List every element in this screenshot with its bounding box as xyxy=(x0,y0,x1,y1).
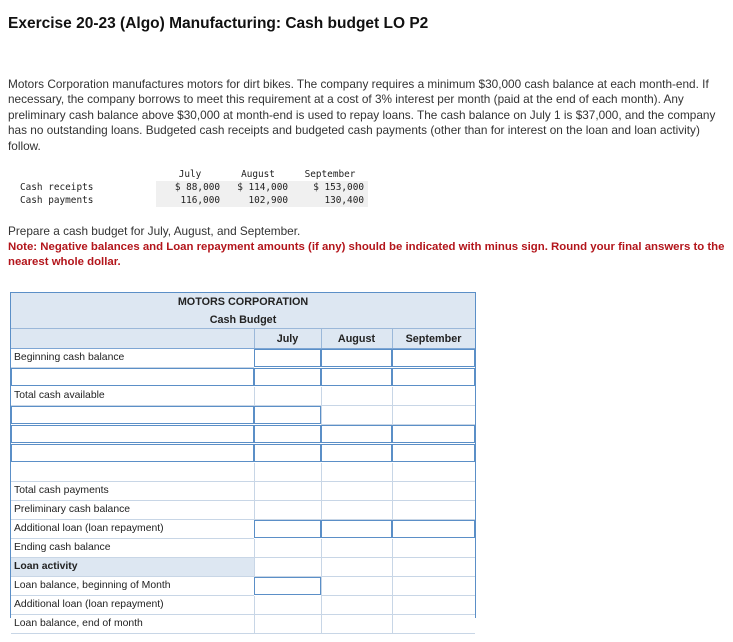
empty-cell xyxy=(321,387,392,406)
row-label: Loan balance, beginning of Month xyxy=(11,577,254,596)
amount-input[interactable] xyxy=(321,368,392,386)
row-label: Additional loan (loan repayment) xyxy=(11,596,254,615)
row-label: Total cash available xyxy=(11,387,254,406)
empty-cell xyxy=(321,482,392,501)
empty-cell xyxy=(254,463,321,482)
exercise-title: Exercise 20-23 (Algo) Manufacturing: Cash budget LO P2 xyxy=(8,15,429,32)
column-header-september: September xyxy=(405,333,462,345)
given-value: 102,900 xyxy=(224,194,292,207)
empty-cell xyxy=(392,539,475,558)
empty-cell xyxy=(321,577,392,596)
column-header-august: August xyxy=(337,333,376,345)
row-label: Ending cash balance xyxy=(11,539,254,558)
empty-cell xyxy=(392,577,475,596)
problem-description: Motors Corporation manufactures motors for dirt bikes. The company requires a minimum $30,000 cash balance at each month-end. If necessary, the company borrows to meet this requirement at a cost of 3% interest per month (paid at the end of each month). Any preliminary cash balance above $30,000 at month-end is used to repay loans. The cash balance on July 1 is $37,000, and the company has no outstanding loans. Budgeted cash receipts and budgeted cash payments (other than for interest on the loan and loan activity) follow. xyxy=(8,77,716,153)
empty-cell xyxy=(254,482,321,501)
empty-cell xyxy=(321,558,392,577)
empty-cell xyxy=(392,482,475,501)
empty-cell xyxy=(321,615,392,634)
given-header-september: September xyxy=(304,169,356,180)
row-label: Preliminary cash balance xyxy=(11,501,254,520)
amount-input[interactable] xyxy=(392,368,475,386)
amount-input[interactable] xyxy=(321,520,392,538)
given-value: 116,000 xyxy=(156,194,224,207)
empty-cell xyxy=(392,501,475,520)
instruction-note: Note: Negative balances and Loan repayment amounts (if any) should be indicated with minus sign. Round your final answers to the nearest whole dollar. xyxy=(8,241,725,268)
amount-input[interactable] xyxy=(392,444,475,462)
given-header-july: July xyxy=(178,169,202,180)
empty-cell xyxy=(254,615,321,634)
empty-cell xyxy=(254,501,321,520)
amount-input[interactable] xyxy=(321,425,392,443)
empty-cell xyxy=(392,596,475,615)
section-label: Loan activity xyxy=(11,558,254,577)
empty-cell xyxy=(321,501,392,520)
given-row-payments xyxy=(8,194,368,207)
instruction-text: Prepare a cash budget for July, August, and September. xyxy=(8,224,301,238)
given-value: $ 114,000 xyxy=(224,181,292,194)
amount-input[interactable] xyxy=(254,349,321,367)
amount-input[interactable] xyxy=(254,368,321,386)
empty-cell xyxy=(321,463,392,482)
given-value: 130,400 xyxy=(292,194,368,207)
row-label-input[interactable] xyxy=(11,444,254,462)
given-data-table xyxy=(8,168,368,207)
empty-cell xyxy=(254,387,321,406)
amount-input[interactable] xyxy=(254,425,321,443)
amount-input[interactable] xyxy=(254,520,321,538)
amount-input[interactable] xyxy=(254,577,321,595)
row-label: Additional loan (loan repayment) xyxy=(11,520,254,539)
amount-input[interactable] xyxy=(254,444,321,462)
empty-cell xyxy=(321,596,392,615)
row-label: Beginning cash balance xyxy=(11,349,254,368)
amount-input[interactable] xyxy=(321,349,392,367)
given-row-receipts xyxy=(8,181,368,194)
cash-budget-table xyxy=(10,292,476,629)
given-value: $ 88,000 xyxy=(156,181,224,194)
empty-cell xyxy=(321,406,392,425)
empty-cell xyxy=(392,387,475,406)
empty-cell xyxy=(321,539,392,558)
budget-subtitle: Cash Budget xyxy=(209,314,277,326)
row-label xyxy=(11,463,254,482)
amount-input[interactable] xyxy=(392,349,475,367)
given-row-label: Cash payments xyxy=(8,194,156,207)
given-header-august: August xyxy=(241,169,275,180)
empty-cell xyxy=(392,558,475,577)
row-label-input[interactable] xyxy=(11,425,254,443)
row-label-input[interactable] xyxy=(11,368,254,386)
amount-input[interactable] xyxy=(254,406,321,424)
amount-input[interactable] xyxy=(392,520,475,538)
empty-cell xyxy=(392,406,475,425)
empty-cell xyxy=(392,615,475,634)
given-row-label: Cash receipts xyxy=(8,181,156,194)
column-header-july: July xyxy=(276,333,299,345)
row-label-input[interactable] xyxy=(11,406,254,424)
empty-cell xyxy=(392,463,475,482)
empty-cell xyxy=(254,596,321,615)
row-label: Total cash payments xyxy=(11,482,254,501)
row-label: Loan balance, end of month xyxy=(11,615,254,634)
budget-header xyxy=(11,293,475,349)
company-name: MOTORS CORPORATION xyxy=(177,296,309,308)
empty-cell xyxy=(254,539,321,558)
empty-cell xyxy=(254,558,321,577)
amount-input[interactable] xyxy=(392,425,475,443)
amount-input[interactable] xyxy=(321,444,392,462)
given-value: $ 153,000 xyxy=(292,181,368,194)
